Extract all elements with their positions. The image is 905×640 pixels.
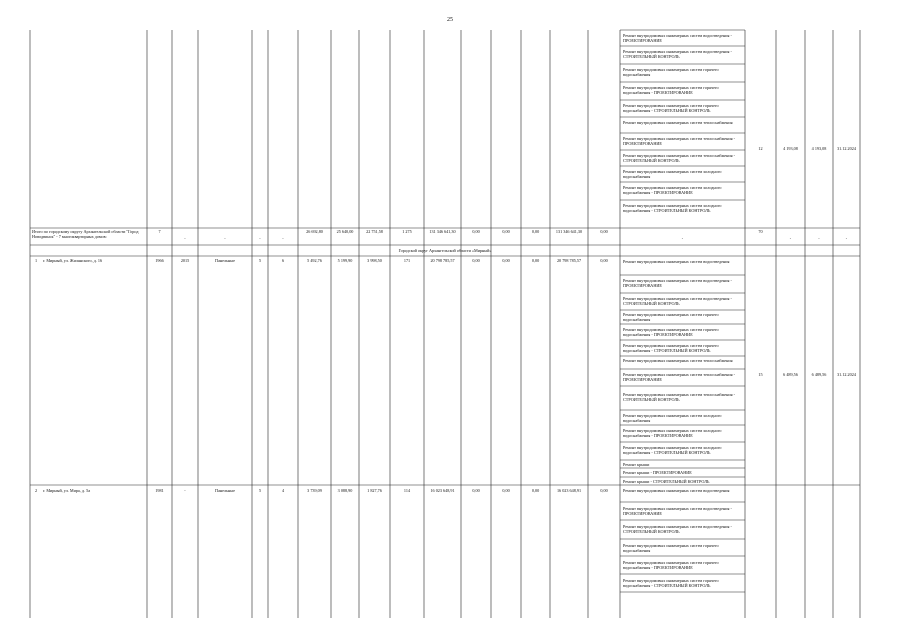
row2-residents: 114 — [403, 488, 411, 493]
row2-address: г. Мирный, ул. Мира, д. 5а — [43, 488, 91, 493]
row2-year: 1981 — [155, 488, 164, 493]
row1-work-4: Ремонт внутридомовых инженерных систем горячего водоснабжения — [623, 312, 719, 322]
block1-work-10: Ремонт внутридомовых инженерных систем холодного водоснабжения - ПРОЕКТИРОВАНИЕ — [623, 185, 722, 195]
row1-work-6: Ремонт внутридомовых инженерных систем горячего водоснабжения - СТРОИТЕЛЬНЫЙ КОНТРОЛЬ — [623, 343, 719, 353]
row1-area-living: 3 998,50 — [367, 258, 382, 263]
row2-area-total: 3 739,09 — [307, 488, 322, 493]
row1-address: г. Мирный, ул. Жилянского, д. 16 — [43, 258, 103, 263]
row1-work-2: Ремонт внутридомовых инженерных систем водоотведения - ПРОЕКТИРОВАНИЕ — [623, 278, 732, 288]
block1-work-7: Ремонт внутридомовых инженерных систем теплоснабжения - ПРОЕКТИРОВАНИЕ — [623, 136, 735, 146]
block1-work-4: Ремонт внутридомовых инженерных систем горячего водоснабжения - ПРОЕКТИРОВАНИЕ — [623, 85, 719, 95]
row2-material: Панельные — [215, 488, 235, 493]
total-dash: - — [845, 236, 848, 241]
block1-work-5: Ремонт внутридомовых инженерных систем горячего водоснабжения - СТРОИТЕЛЬНЫЙ КОНТРОЛЬ — [623, 103, 719, 113]
row1-fund-other: 0,00 — [600, 258, 608, 263]
row1-area-flats: 5 199,90 — [337, 258, 353, 263]
row1-fund-federal: 0,00 — [472, 258, 480, 263]
row2-work-3: Ремонт внутридомовых инженерных систем водоотведения - СТРОИТЕЛЬНЫЙ КОНТРОЛЬ — [623, 524, 732, 534]
row2-work-4: Ремонт внутридомовых инженерных систем горячего водоснабжения — [623, 543, 719, 553]
row2-fund-region: 0,00 — [502, 488, 510, 493]
total-dash: - — [184, 236, 186, 241]
total-dash: - — [282, 236, 284, 241]
block1-work-9: Ремонт внутридомовых инженерных систем холодного водоснабжения — [623, 169, 722, 179]
row1-work-7: Ремонт внутридомовых инженерных систем теплоснабжения — [623, 358, 733, 363]
total-count: 70 — [758, 229, 763, 234]
row1-work-8: Ремонт внутридомовых инженерных систем теплоснабжения - ПРОЕКТИРОВАНИЕ — [623, 372, 735, 382]
row1-cost: 20 798 785,57 — [430, 258, 455, 263]
total-residents: 1 275 — [402, 229, 412, 234]
total-cost: 131 346 641,30 — [429, 229, 456, 234]
total-fund-owners: 131 346 641,30 — [555, 229, 583, 234]
row2-fund-owners: 16 023 648,91 — [556, 488, 582, 493]
row1-material: Панельные — [215, 258, 235, 263]
total-area-total: 26 692,80 — [306, 229, 323, 234]
row1-work-15: Ремонт крыши - СТРОИТЕЛЬНЫЙ КОНТРОЛЬ — [623, 479, 710, 484]
block1-work-2: Ремонт внутридомовых инженерных систем водоотведения - СТРОИТЕЛЬНЫЙ КОНТРОЛЬ — [623, 49, 732, 59]
row2-fund-other: 0,00 — [600, 488, 608, 493]
block1-work-3: Ремонт внутридомовых инженерных систем горячего водоснабжения — [623, 67, 719, 77]
total-fund-local: 0,00 — [531, 229, 540, 234]
row1-cost1: 6 489,56 — [783, 372, 798, 377]
row2-work-1: Ремонт внутридомовых инженерных систем водоотведения — [623, 488, 730, 493]
row2-num: 2 — [34, 488, 38, 493]
row2-work-5: Ремонт внутридомовых инженерных систем горячего водоснабжения - ПРОЕКТИРОВАНИЕ — [623, 560, 719, 570]
row1-date: 31.12.2024 — [837, 372, 856, 377]
total-label: Итого по городскому округу Архангельской области "Город Новодвинск" - 7 многоквартирных домов: — [32, 229, 139, 239]
row1-work-1: Ремонт внутридомовых инженерных систем водоотведения — [623, 259, 730, 264]
row1-work-13: Ремонт крыши — [623, 462, 650, 467]
row1-residents: 171 — [403, 258, 411, 263]
block1-cost1: 4 193,08 — [783, 146, 798, 151]
row1-year: 1966 — [155, 258, 164, 263]
row1-count: 15 — [758, 372, 763, 377]
row1-work-11: Ремонт внутридомовых инженерных систем холодного водоснабжения - ПРОЕКТИРОВАНИЕ — [623, 428, 722, 438]
row2-work-6: Ремонт внутридомовых инженерных систем горячего водоснабжения - СТРОИТЕЛЬНЫЙ КОНТРОЛЬ — [623, 578, 719, 588]
total-area-living: 22 751,58 — [366, 229, 383, 234]
block1-work-11: Ремонт внутридомовых инженерных систем холодного водоснабжения - СТРОИТЕЛЬНЫЙ КОНТРОЛЬ — [623, 203, 722, 213]
row2-year-repair: - — [184, 488, 186, 493]
block1-work-8: Ремонт внутридомовых инженерных систем теплоснабжения - СТРОИТЕЛЬНЫЙ КОНТРОЛЬ — [623, 153, 735, 163]
block1-count: 12 — [758, 146, 763, 151]
total-dash: - — [681, 236, 684, 241]
row2-work-2: Ремонт внутридомовых инженерных систем водоотведения - ПРОЕКТИРОВАНИЕ — [623, 506, 732, 516]
row1-work-9: Ремонт внутридомовых инженерных систем теплоснабжения - СТРОИТЕЛЬНЫЙ КОНТРОЛЬ — [623, 392, 735, 402]
row1-entrances: 6 — [281, 258, 285, 263]
row1-fund-region: 0,00 — [502, 258, 510, 263]
row2-floors: 5 — [258, 488, 262, 493]
block1-work-6: Ремонт внутридомовых инженерных систем теплоснабжения — [623, 120, 733, 125]
row2-area-flats: 3 088,90 — [337, 488, 353, 493]
row1-floors: 5 — [258, 258, 262, 263]
total-fund-federal: 0,00 — [472, 229, 480, 234]
row1-work-5: Ремонт внутридомовых инженерных систем горячего водоснабжения - ПРОЕКТИРОВАНИЕ — [623, 327, 719, 337]
row2-area-living: 1 827,76 — [367, 488, 382, 493]
total-fund-region: 0,00 — [502, 229, 510, 234]
row2-fund-local: 0,00 — [531, 488, 540, 493]
total-houses: 7 — [158, 229, 161, 234]
row2-entrances: 4 — [281, 488, 285, 493]
row1-work-12: Ремонт внутридомовых инженерных систем холодного водоснабжения - СТРОИТЕЛЬНЫЙ КОНТРОЛЬ — [623, 445, 722, 455]
total-dash: - — [818, 236, 820, 241]
row1-fund-owners: 20 798 785,57 — [556, 258, 582, 263]
row1-fund-local: 0,00 — [531, 258, 540, 263]
section-title: Городской округ Архангельской области «Мирный» — [398, 248, 492, 253]
total-fund-other: 0,00 — [600, 229, 608, 234]
row1-area-total: 5 492,76 — [307, 258, 322, 263]
block1-work-1: Ремонт внутридомовых инженерных систем водоотведения - ПРОЕКТИРОВАНИЕ — [623, 33, 732, 43]
row1-cost2: 6 489,56 — [811, 372, 827, 377]
total-dash: - — [789, 236, 792, 241]
row1-work-3: Ремонт внутридомовых инженерных систем водоотведения - СТРОИТЕЛЬНЫЙ КОНТРОЛЬ — [623, 296, 732, 306]
row2-fund-federal: 0,00 — [472, 488, 480, 493]
total-dash: - — [224, 236, 226, 241]
row1-work-10: Ремонт внутридомовых инженерных систем холодного водоснабжения — [623, 413, 722, 423]
block1-date: 31.12.2024 — [837, 146, 856, 151]
row1-num: 1 — [34, 258, 38, 263]
page-number: 25 — [447, 17, 453, 23]
block1-cost2: 4 193,08 — [811, 146, 827, 151]
total-area-flats: 25 640,00 — [336, 229, 354, 234]
row2-cost: 16 023 648,91 — [430, 488, 455, 493]
row1-year-repair: 2015 — [180, 258, 190, 263]
total-dash: - — [259, 236, 261, 241]
row1-work-14: Ремонт крыши - ПРОЕКТИРОВАНИЕ — [623, 470, 692, 475]
